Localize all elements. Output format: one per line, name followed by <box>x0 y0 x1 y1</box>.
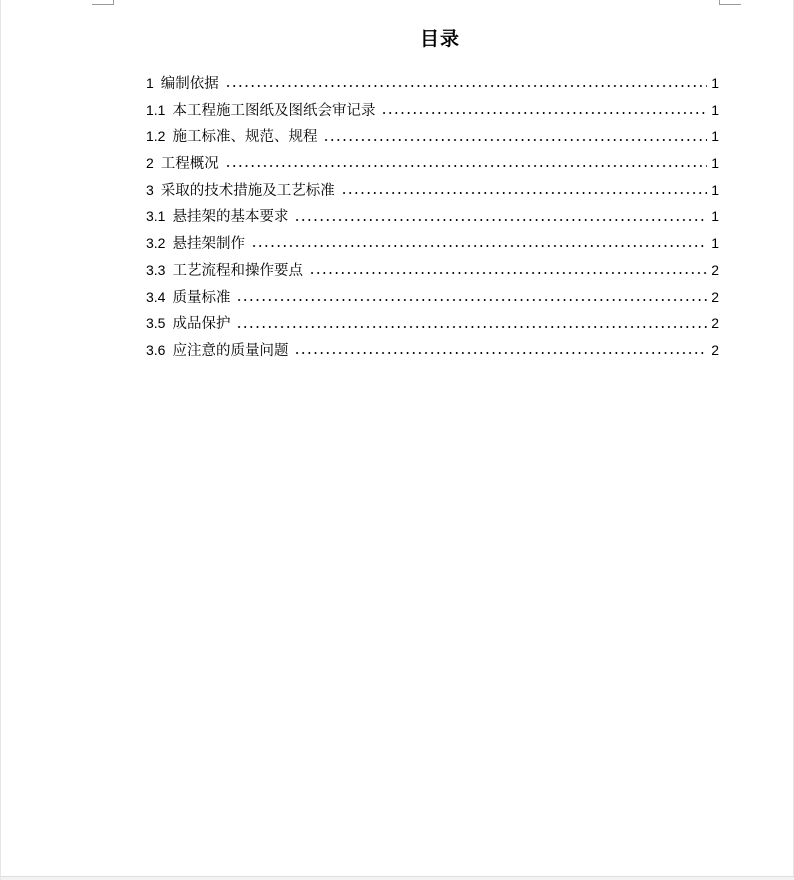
toc-entry[interactable] <box>146 284 719 311</box>
toc-entry[interactable] <box>146 230 719 257</box>
toc-entry-page: 1 <box>711 75 719 91</box>
toc-entry-title: 工程概况 <box>160 156 219 173</box>
toc-entry-title: 本工程施工图纸及图纸会审记录 <box>172 102 376 119</box>
toc-entry-number: 3 <box>146 181 154 198</box>
toc-entry-number: 1.2 <box>146 128 166 145</box>
toc-entry-title: 质量标准 <box>172 289 231 306</box>
toc-entry-title: 采取的技术措施及工艺标准 <box>160 182 335 199</box>
toc-entry-title: 工艺流程和操作要点 <box>172 262 303 279</box>
toc-dot-leader <box>341 192 707 194</box>
toc-entry[interactable] <box>146 337 719 364</box>
toc-dot-leader <box>236 299 707 301</box>
toc-entry[interactable] <box>146 203 719 230</box>
toc-dot-leader <box>323 139 707 141</box>
toc-entry-title: 应注意的质量问题 <box>172 342 289 359</box>
toc-entry[interactable] <box>146 177 719 204</box>
toc-entry-page: 1 <box>711 155 719 172</box>
toc-entry[interactable] <box>146 150 719 177</box>
toc-dot-leader <box>309 272 707 274</box>
toc-dot-leader <box>251 245 707 247</box>
toc-entry-title: 悬挂架制作 <box>172 236 245 253</box>
toc-title: 目录 <box>419 28 460 50</box>
toc-entry[interactable] <box>146 70 719 97</box>
crop-mark-top-right <box>719 0 741 5</box>
toc-entry-page: 1 <box>711 181 719 198</box>
toc-entry-page: 2 <box>711 315 719 332</box>
toc-dot-leader <box>381 112 707 114</box>
toc-entry-title: 编制依据 <box>160 76 219 92</box>
toc-entry-page: 2 <box>711 288 719 305</box>
toc-entry-page: 2 <box>711 261 719 278</box>
toc-entry-title: 成品保护 <box>172 316 231 333</box>
toc-dot-leader <box>225 85 707 87</box>
toc-entry-title: 施工标准、规范、规程 <box>172 129 318 146</box>
toc-entry[interactable] <box>146 97 719 124</box>
toc-entry-number: 3.4 <box>146 288 166 305</box>
toc-dot-leader <box>294 352 707 354</box>
toc-entry-number: 3.2 <box>146 235 166 252</box>
toc-entry-number: 3.6 <box>146 341 166 358</box>
toc-entry-page: 1 <box>711 208 719 225</box>
toc-entry[interactable] <box>146 257 719 284</box>
toc-entry[interactable] <box>146 123 719 150</box>
toc-dot-leader <box>225 165 707 167</box>
toc-entry-number: 3.1 <box>146 208 166 225</box>
toc-entry-page: 1 <box>711 235 719 252</box>
toc-entry-page: 2 <box>711 341 719 358</box>
toc-entry-number: 3.5 <box>146 315 166 332</box>
toc-entry-number: 1 <box>146 75 154 91</box>
toc-dot-leader <box>294 219 707 221</box>
page-bottom-edge <box>1 876 794 880</box>
toc-entry-number: 2 <box>146 155 154 172</box>
toc-entry-number: 3.3 <box>146 261 166 278</box>
table-of-contents <box>146 70 719 364</box>
toc-entry-page: 1 <box>711 101 719 118</box>
toc-dot-leader <box>236 326 707 328</box>
toc-entry-title: 悬挂架的基本要求 <box>172 209 289 226</box>
toc-entry-page: 1 <box>711 128 719 145</box>
toc-entry-number: 1.1 <box>146 101 166 118</box>
toc-entry[interactable] <box>146 310 719 337</box>
crop-mark-top-left <box>92 0 114 5</box>
